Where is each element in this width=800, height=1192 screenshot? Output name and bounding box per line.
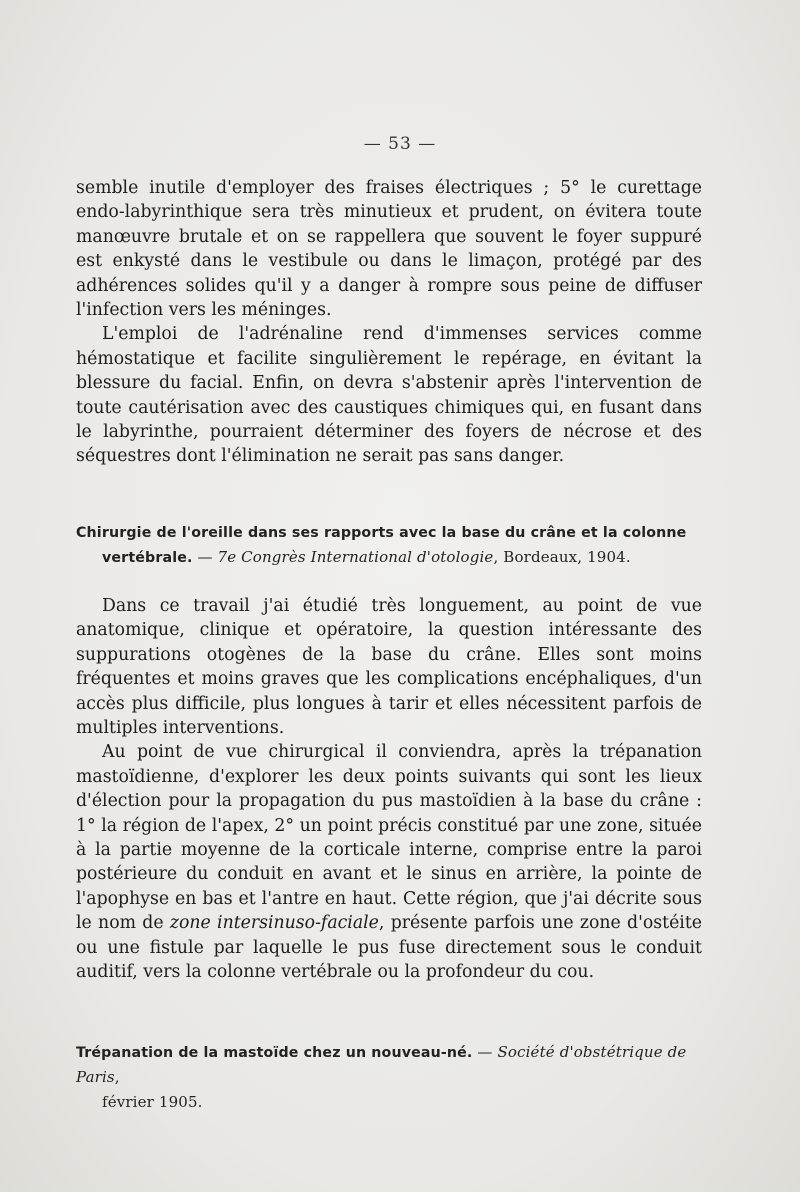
paragraph: semble inutile d'employer des fraises électriques ; 5° le curettage endo-labyrinthique sera très minutieux et prudent, on évitera toute manœuvre brutale et on se rappellera que souvent le foyer suppuré est enkysté dans le vestibule ou dans le limaçon, protégé par des adhérences solides qu'il y a danger à rompre sous peine de diffuser l'infection vers les méninges. — [76, 178, 702, 321]
italic-term: zone intersinuso-faciale — [169, 913, 379, 934]
entry-source: 7e Congrès International d'otologie — [217, 548, 494, 566]
page-number: — 53 — — [363, 134, 437, 154]
entry-text-block — [76, 594, 702, 985]
entry-source-place: , Bordeaux, 1904. — [493, 548, 631, 566]
paragraph — [76, 740, 702, 984]
entry-title-end: vertébrale. — [102, 550, 193, 566]
paragraph-text: , présente parfois une zone d'ostéite ou une fistule par laquelle le pus fuse directement sous le conduit auditif, vers la colonne vertébrale ou la profondeur du cou. — [76, 913, 702, 983]
entry-source-rest: , — [114, 1068, 120, 1086]
entry-title-line — [76, 545, 702, 570]
continued-text-block — [76, 176, 702, 469]
paragraph: Dans ce travail j'ai étudié très longuement, au point de vue anatomique, clinique et opératoire, la question intéressante des suppurations otogènes de la base du crâne. Elles sont moins fréquentes et moins graves que les complications encéphaliques, d'un accès plus difficile, plus longues à tarir et elles nécessitent parfois de multiples interventions. — [76, 596, 702, 739]
paragraph: L'emploi de l'adrénaline rend d'immenses services comme hémostatique et facilite singulièrement le repérage, en évitant la blessure du facial. Enfin, on devra s'abstenir après l'intervention de toute cautérisation avec des caustiques chimiques qui, en fusant dans le labyrinthe, pourraient déterminer des foyers de nécrose et des séquestres dont l'élimination ne serait pas sans danger. — [76, 324, 702, 467]
entry-heading — [76, 521, 702, 570]
entry-dash: — — [472, 1043, 498, 1061]
entry-title: Trépanation de la mastoïde chez un nouveau-né. — [76, 1045, 473, 1061]
entry-source: Société d'obstétrique de Paris — [76, 1043, 687, 1086]
paragraph-text: Au point de vue chirurgical il conviendra, après la trépanation mastoïdienne, d'explorer les deux points suivants qui sont les lieux d'élection pour la propagation du pus mastoïdien à la base du crâne : 1° la région de l'apex, 2° un point précis constitué par une zone, située à la partie moyenne de la corticale interne, comprise entre la paroi postérieure du conduit en avant et le sinus en arrière, la pointe de l'apophyse en bas et l'antre en haut. Cette région, que j'ai décrite sous le nom de — [76, 742, 702, 934]
entry-heading — [76, 1040, 702, 1114]
entry-date: février 1905. — [102, 1093, 203, 1111]
entry-title-line: Chirurgie de l'oreille dans ses rapports avec la base du crâne et la colonne — [76, 525, 687, 541]
entry-title-line — [76, 1040, 702, 1090]
entry-dash: — — [192, 548, 218, 566]
